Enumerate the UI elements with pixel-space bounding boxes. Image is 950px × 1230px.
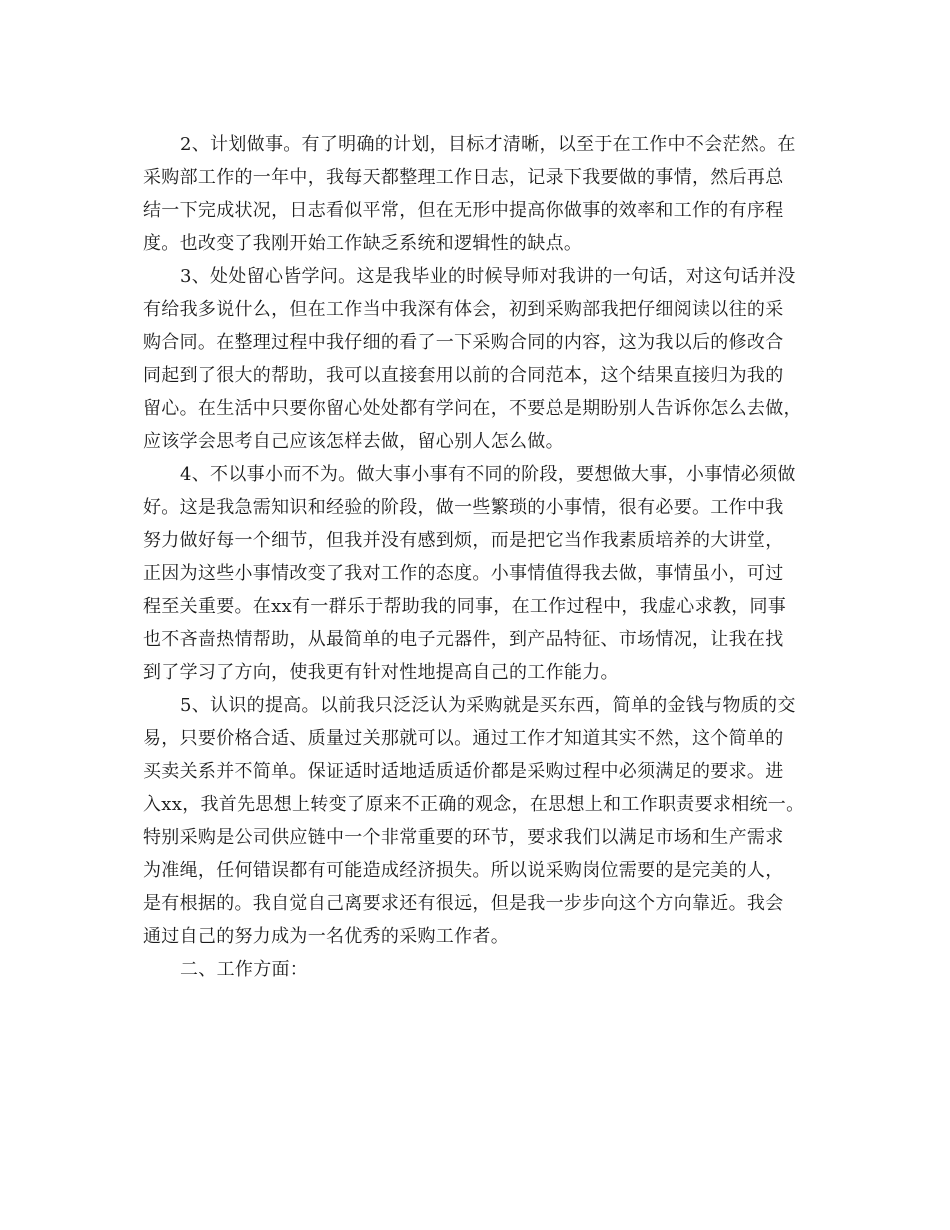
paragraph-first-line: 3、处处留心皆学问。这是我毕业的时候导师对我讲的一句话，对这句话并没 xyxy=(180,266,796,287)
paragraph-line: 努力做好每一个细节，但我并没有感到烦，而是把它当作我素质培养的大讲堂， xyxy=(143,530,784,551)
paragraph-line: 好。这是我急需知识和经验的阶段，做一些繁琐的小事情，很有必要。工作中我 xyxy=(143,497,784,518)
paragraph-line: 通过自己的努力成为一名优秀的采购工作者。 xyxy=(143,926,509,947)
paragraph-first-line: 二、工作方面： xyxy=(180,959,309,980)
paragraph-line: 也不吝啬热情帮助，从最简单的电子元器件，到产品特征、市场情况，让我在找 xyxy=(143,629,784,650)
paragraph-line: 有给我多说什么，但在工作当中我深有体会，初到采购部我把仔细阅读以往的采 xyxy=(143,299,784,320)
paragraph-first-line: 5、认识的提高。以前我只泛泛认为采购就是买东西，简单的金钱与物质的交 xyxy=(180,695,796,716)
paragraph-line: 为准绳，任何错误都有可能造成经济损失。所以说采购岗位需要的是完美的人， xyxy=(143,860,784,881)
paragraph-line: 同起到了很大的帮助，我可以直接套用以前的合同范本，这个结果直接归为我的 xyxy=(143,365,784,386)
paragraph-line: 正因为这些小事情改变了我对工作的态度。小事情值得我去做，事情虽小，可过 xyxy=(143,563,784,584)
paragraph-line: 购合同。在整理过程中我仔细的看了一下采购合同的内容，这为我以后的修改合 xyxy=(143,332,784,353)
paragraph-line: 入xx，我首先思想上转变了原来不正确的观念，在思想上和工作职责要求相统一。 xyxy=(143,794,805,815)
paragraph-line: 到了学习了方向，使我更有针对性地提高自己的工作能力。 xyxy=(143,662,619,683)
paragraph-first-line: 2、计划做事。有了明确的计划，目标才清晰，以至于在工作中不会茫然。在 xyxy=(180,134,796,155)
document-body xyxy=(143,128,813,986)
paragraph-line: 是有根据的。我自觉自己离要求还有很远，但是我一步步向这个方向靠近。我会 xyxy=(143,893,784,914)
paragraph-line: 特别采购是公司供应链中一个非常重要的环节，要求我们以满足市场和生产需求 xyxy=(143,827,784,848)
paragraph-line: 易，只要价格合适、质量过关那就可以。通过工作才知道其实不然，这个简单的 xyxy=(143,728,784,749)
paragraph-line: 程至关重要。在xx有一群乐于帮助我的同事，在工作过程中，我虚心求教，同事 xyxy=(143,596,787,617)
paragraph-line: 结一下完成状况，日志看似平常，但在无形中提高你做事的效率和工作的有序程 xyxy=(143,200,784,221)
paragraph-line: 留心。在生活中只要你留心处处都有学问在，不要总是期盼别人告诉你怎么去做， xyxy=(143,398,802,419)
paragraph-line: 应该学会思考自己应该怎样去做，留心别人怎么做。 xyxy=(143,431,564,452)
paragraph-line: 度。也改变了我刚开始工作缺乏系统和逻辑性的缺点。 xyxy=(143,233,583,254)
paragraph-first-line: 4、不以事小而不为。做大事小事有不同的阶段，要想做大事，小事情必须做 xyxy=(180,464,796,485)
paragraph-line: 买卖关系并不简单。保证适时适地适质适价都是采购过程中必须满足的要求。进 xyxy=(143,761,784,782)
paragraph-line: 采购部工作的一年中，我每天都整理工作日志，记录下我要做的事情，然后再总 xyxy=(143,167,784,188)
